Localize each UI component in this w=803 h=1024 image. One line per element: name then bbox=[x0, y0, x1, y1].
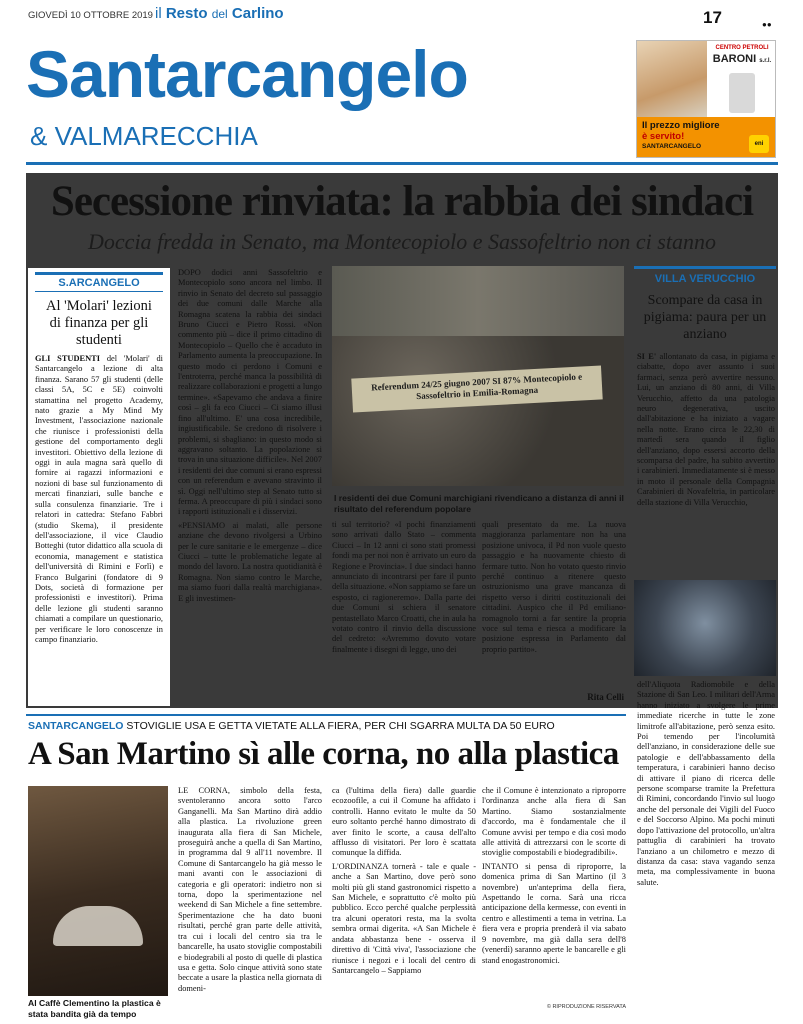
second-col-3: che il Comune è intenzionato a riproporre l'ordinanza anche alla fiera di San Martino. Siamo sostanzialmente d'accordo, ma è fondamentale che il Comune avvisi per tempo e dia così modo alle attività di attrezzarsi con le scorte di stoviglie compostabili e biodegradibili». INTANTO si pensa di riproporre, la domenica prima di San Martino (il 3 novembre) un'anteprima della fiera, Aspettando le corna. Sarà una ricca anticipazione della kermesse, con eventi in centro e allestimenti a tema in vetrina. La fiera vera e propria prenderà il via sabato 9 novembre, ma già dalla sera dell'8 (venerdì) saranno aperte le bancarelle e gli stand enogastronomici. bbox=[482, 786, 626, 965]
lead-col-1: DOPO dodici anni Sassofeltrio e Montecopiolo sono ancora nel limbo. Il rinvio in Senato del decreto sul passaggio dei due comuni dalle Marche alla Romagna scatena la rabbia dei sindaci Bruno Ciucci e Pietro Rossi. «Non commento più – dice il primo cittadino di Montecopiolo – Quello che è accaduto in Parlamento aumenta la preoccupazione. In questo modo ci perdono i Comuni e l'entroterra, perché manca la possibilità di realizzare collaborazioni e progetti a lungo termine». «Sapevamo che andava a finire così – gli fa eco Ciucci – Ci siamo illusi fino all'ultimo. E' una cosa incredibile, ingiustificabile. Se credono di risolvere i problemi, si sbagliano: in questo modo si aggravano soltanto. La popolazione si trova in una situazione difficile». Nel 2007 i residenti dei due comuni si erano espressi con un referendum e avevano stravinto il sì. Oggi nell'ultimo step al Senato tutto si ferma. A preoccupare di più i sindaci sono i rapporti istituzionali e i disservizi. «PENSIAMO ai malati, alle persone anziane che devono rivolgersi a Urbino per le cure sanitarie e le emergenze – dice Ciucci – tutte le problematiche legate al mondo del lavoro. La nostra quotidianità è Romagna. Non siamo contro le Marche, ma siamo fuori dalla realtà marchigiana». E gli investimen- bbox=[178, 268, 322, 603]
molari-title: Al 'Molari' lezioni di finanza per gli studenti bbox=[46, 298, 152, 348]
header-rule bbox=[26, 162, 778, 165]
caffe-photo bbox=[28, 786, 168, 996]
verucchio-rule bbox=[634, 266, 776, 269]
ad-brand-top: CENTRO PETROLI bbox=[715, 45, 769, 51]
lead-subheadline: Doccia fredda in Senato, ma Montecopiolo e Sassofeltrio non ci stanno bbox=[88, 229, 716, 254]
referendum-banner: Referendum 24/25 giugno 2007 SI 87% Montecopiolo e Sassofeltrio in Emilia-Romagna bbox=[351, 365, 602, 412]
page-dots: ●● bbox=[762, 20, 772, 29]
advertisement[interactable] bbox=[636, 40, 776, 158]
verucchio-body: SI E' allontanato da casa, in pigiama e ciabatte, dopo aver assunto i suoi farmaci, senza però avvertire nessuno. Lui, un anziano di 80 anni, di Villa Verucchio, affetto da una patologia neuro degenerativa, uscito dall'abitazione e ha iniziato a vagare nella notte. Erano circa le 22,30 di martedì sera quando il figlio dell'anziano, dopo essersi accorto della scomparsa del padre, ha subito avvertito i carabinieri. Immediatamente si è messo in moto il personale della Compagnia Carabinieri di Novafeltria, in particolare della stazione di Villa Verucchio, bbox=[637, 352, 775, 507]
verucchio-photo bbox=[634, 580, 776, 676]
lead-byline: Rita Celli bbox=[587, 692, 624, 702]
second-story-headline: A San Martino sì alle corna, no alla plastica bbox=[28, 736, 619, 772]
paper-logo: il Resto del Carlino bbox=[155, 5, 284, 22]
lead-col-3: quali presentato da me. La nuova maggioranza parlamentare non ha una posizione univoca, il Pd non vuole questo passaggio e ha nuovamente chiesto di fermare tutto. Non ho votato questo rinvio perché continuo a ritenere questo ostruzionismo una grave mancanza di rispetto verso i diritti costituzionali dei cittadini. Auspico che il Pd emiliano-romagnolo torni a far sentire la propria voce sul tema e riesca a modificare la posizione espressa in Parlamento dal proprio partito». bbox=[482, 520, 626, 654]
copyright-note: © RIPRODUZIONE RISERVATA bbox=[546, 1004, 626, 1010]
photo-cups bbox=[53, 906, 143, 946]
verucchio-kicker: VILLA VERUCCHIO bbox=[654, 273, 756, 285]
ad-photo bbox=[637, 41, 707, 117]
ad-pump bbox=[729, 73, 755, 113]
second-story-rule bbox=[26, 714, 626, 716]
lead-col-2: ti sul territorio? «I pochi finanziamenti sono arrivati dallo Stato – commenta Ciucci – In 12 anni ci sono stati promessi fondi ma per noi non è arrivato un euro da Regione e Provincia». I due sindaci hanno annunciato di incontrarsi per fare il punto della situazione. «Non sappiamo se fare un esposto, ci ragioneremo». Dalla parte dei due Comuni si schiera il senatore pentastellato Marco Croatti, che in aula ha votato contro il rinvio della discussione del cedreto: «Avremmo dovuto votare finalmente i disegni di legge, uno dei bbox=[332, 520, 476, 654]
lead-photo-caption: I residenti dei due Comuni marchigiani rivendicano a distanza di anni il risultato del referendum popolare bbox=[334, 493, 624, 514]
section-subtitle: & VALMARECCHIA bbox=[30, 121, 258, 151]
section-title: Santarcangelo bbox=[26, 37, 468, 111]
photo-building bbox=[332, 266, 624, 341]
referendum-photo bbox=[332, 266, 624, 486]
second-col-2: ca (l'ultima della fiera) dalle guardie ecozoofile, a cui il Comune ha affidato i controlli. Hanno evitato le multe da 50 euro soltanto perché hanno dimostrato di aver finito le scorte, a causa dell'alto afflusso di visitatori. Per loro è scattata comunque la diffida. L'ORDINANZA tornerà - tale e quale - anche a San Martino, dove però sono molti più gli stand gastronomici rispetto a San Michele, e soprattutto c'è molto più pubblico. Ecco perché qualche perplessità tra alcuni operatori resta, ma la svolta sembra ormai digerita. «A San Michele è andata abbastanza bene - osserva il direttivo di 'Città viva', l'associazione che riunisce i negozi e i locali del centro di Santarcangelo – Sappiamo bbox=[332, 786, 476, 975]
date: GIOVEDÌ 10 OTTOBRE 2019 bbox=[28, 10, 153, 21]
verucchio-body-2: dell'Aliquota Radiomobile e della Stazione di San Leo. I militari dell'Arma hanno iniziato a svolgere le prime immediate ricerche in tutte le zone limitrofe all'abitazione, però senza esito. Poi temendo per l'incolumità dell'anziano, in considerazione delle sue patologie e dell'abbassamento della temperatura, i carabinieri hanno deciso di attivare il piano di ricerca delle persone scomparse tramite la Prefettura di Rimini, concordando l'invio sul luogo anche del personale dei Vigili del Fuoco e del Soccorso Alpino. Ma pochi minuti dopo l'attivazione del protocollo, un'altra pattuglia di carabinieri ha trovato l'anziano a un chilometro e mezzo di distanza da casa: stava vagando senza meta, ma complessivamente in buona salute. bbox=[637, 680, 775, 887]
molari-body: GLI STUDENTI del 'Molari' di Santarcangelo a lezione di alta finanza. Sarano 57 gli studenti (delle classi 5A, 5C e 5E) coinvolti stamattina nel progetto Academy, nato grazie a My Mind My Investment, l'associazione nazionale che riunisce i professionisti della gestione del comportamento degli investitori. Obiettivo della lezione di oggi in aula magna sarà quello di fornire ai ragazzi informazioni e nozioni di base sul funzionamento di mercati finanziari, sulle banche e sulla consulenza finanziarie. Tre i relatori in cattedra: Stefano Fabbri (studio Skema), il presidente dell'associazione, il vice Claudio Botteghi (tutor didattico alla scuola di economia, management e statistica dell'università di Rimini e Forlì) e Franco Bulgarini (fondatore di 9 Dots, società di formazione per professionisti e investitori). Prima delle lezione gli studenti saranno chiamati a compilare un questionario, per verificare le loro conoscenze in campo finanziario. bbox=[35, 354, 163, 644]
verucchio-title: Scompare da casa in pigiama: paura per un anziano bbox=[643, 293, 767, 342]
lead-headline: Secessione rinviata: la rabbia dei sindaci bbox=[50, 178, 754, 225]
caffe-caption: Al Caffè Clementino la plastica è stata bandita già da tempo bbox=[28, 998, 161, 1019]
molari-box bbox=[28, 268, 170, 706]
page-number: 17 bbox=[703, 8, 722, 27]
date-line bbox=[28, 10, 153, 21]
molari-kicker: S.ARCANGELO bbox=[35, 272, 163, 292]
second-col-1: LE CORNA, simbolo della festa, sventoleranno ancora sotto l'arco Ganganelli. Ma San Martino dirà addio alla plastica. La rivoluzione green inaugurata alla fiera di San Michele, proseguirà anche a quella di San Martino, in programma dal 9 all'11 novembre. Il Comune di Santarcangelo ha già messo le mani avanti con le associazioni di categoria e gli operatori: indietro non si torna, dopo la sperimentazione nel weekend di San Michele a fine settembre. Sperimentazione che ha dato buoni risultati, perché gran parte delle attività, tra cui i locali del centro sia tra le bancarelle, ha usato stoviglie compostabili e biodegrabili al posto di quelle di plastica usa e getta. Solo cinque attività sono state beccate a usare la plastica nella giornata di domeni- bbox=[178, 786, 322, 993]
second-story-kicker: SANTARCANGELO STOVIGLIE USA E GETTA VIETATE ALLA FIERA, PER CHI SGARRA MULTA DA 50 EURO bbox=[28, 720, 555, 732]
ad-slogan-band: Il prezzo migliore è servito! SANTARCANGELO bbox=[637, 117, 776, 158]
ad-brand-name: BARONI s.r.l. bbox=[712, 53, 772, 65]
eni-logo-icon: eni bbox=[749, 135, 769, 153]
